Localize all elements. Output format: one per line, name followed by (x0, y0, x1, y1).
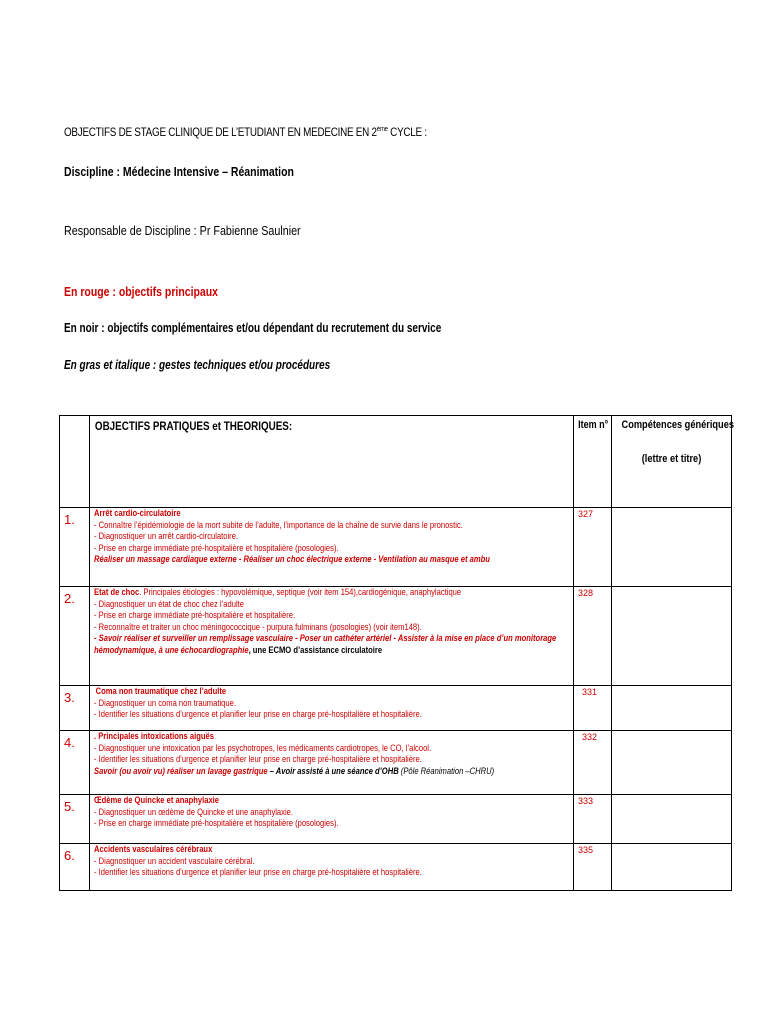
row-line: - Diagnostiquer une intoxication par les psychotropes, les médicaments cardiotropes, le CO, l’alcool. (94, 742, 432, 754)
row-title-line: . Principales intoxications aiguës (94, 731, 214, 742)
row-competences-cell (612, 686, 732, 731)
row-item-number: 332 (574, 731, 612, 795)
table-row (60, 587, 732, 686)
table-header-row (60, 416, 732, 508)
row-content (90, 795, 574, 844)
row-content (90, 731, 574, 795)
header-competences: Compétences génériques (621, 419, 734, 431)
header-competences-cell (612, 416, 732, 508)
document-title: OBJECTIFS DE STAGE CLINIQUE DE L’ETUDIANT EN MEDECINE EN 2ème CYCLE : (64, 126, 427, 139)
row-gestes-cont: hémodynamique, à une échocardiographie, une ECMO d’assistance circulatoire (94, 644, 383, 656)
row-line: - Prise en charge immédiate pré-hospitalière et hospitalière. (94, 610, 296, 621)
row-gestes: - Savoir réaliser et surveiller un remplissage vasculaire - Poser un cathéter artériel - Assister à la mise en place d’un monitorage (94, 633, 557, 644)
row-competences-cell (612, 508, 732, 587)
legend-black: En noir : objectifs complémentaires et/ou dépendant du recrutement du service (64, 321, 442, 335)
row-line: - Diagnostiquer un coma non traumatique. (94, 697, 236, 709)
row-number: 5. (60, 795, 90, 844)
row-line: - Identifier les situations d’urgence et planifier leur prise en charge pré-hospitalière et hospitalière. (94, 709, 422, 720)
row-line: - Identifier les situations d’urgence et planifier leur prise en charge pré-hospitalière et hospitalière. (94, 754, 422, 765)
responsable-line: Responsable de Discipline : Pr Fabienne Saulnier (64, 224, 301, 238)
row-competences-cell (612, 795, 732, 844)
row-title: Principales intoxications aiguës (98, 731, 214, 742)
row-number: 4. (60, 731, 90, 795)
header-item-cell (574, 416, 612, 508)
row-number: 2. (60, 587, 90, 686)
table-row (60, 508, 732, 587)
legend-red: En rouge : objectifs principaux (64, 285, 219, 299)
row-item-number: 331 (574, 686, 612, 731)
row-line: - Diagnostiquer un accident vasculaire cérébral. (94, 855, 255, 867)
row-item-number: 333 (574, 795, 612, 844)
row-line: - Reconnaître et traiter un choc méningococcique - purpura fulminans (posologies) (voir item148). (94, 621, 422, 633)
row-gestes: Savoir (ou avoir vu) réaliser un lavage gastrique – Avoir assisté à une séance d’OHB (Pôle Réanimation –CHRU) (94, 765, 495, 777)
row-content (90, 508, 574, 587)
row-number: 1. (60, 508, 90, 587)
header-item: Item n° (578, 419, 609, 431)
row-item-number: 328 (574, 587, 612, 686)
row-competences-cell (612, 731, 732, 795)
header-objectifs: OBJECTIFS PRATIQUES et THEORIQUES: (94, 419, 293, 433)
row-line: - Identifier les situations d’urgence et planifier leur prise en charge pré-hospitalière et hospitalière. (94, 867, 422, 878)
row-competences-cell (612, 587, 732, 686)
row-content (90, 587, 574, 686)
row-number: 6. (60, 844, 90, 891)
row-title: Œdème de Quincke et anaphylaxie (94, 795, 220, 806)
row-item-number: 327 (574, 508, 612, 587)
header-objectifs-cell (90, 416, 574, 508)
discipline-heading: Discipline : Médecine Intensive – Réanimation (64, 165, 294, 179)
row-line: - Prise en charge immédiate pré-hospitalière et hospitalière (posologies). (94, 542, 339, 554)
row-line: - Connaître l’épidémiologie de la mort subite de l’adulte, l’importance de la chaîne de survie dans le pronostic. (94, 519, 463, 531)
row-line: - Diagnostiquer un arrêt cardio-circulatoire. (94, 531, 239, 542)
row-line: - Diagnostiquer un état de choc chez l’adulte (94, 598, 244, 610)
header-competences-sub: (lettre et titre) (641, 453, 702, 465)
row-title: Coma non traumatique chez l’adulte (95, 686, 227, 697)
table-row (60, 795, 732, 844)
table-row (60, 686, 732, 731)
row-content (90, 844, 574, 891)
row-title: Etat de choc (94, 587, 140, 598)
row-line: - Diagnostiquer un œdème de Quincke et une anaphylaxie. (94, 806, 293, 818)
row-competences-cell (612, 844, 732, 891)
row-title-rest: . Principales étiologies : hypovolémique, septique (voir item 154),cardiogénique, anaphylactique (139, 587, 462, 598)
row-title: Arrêt cardio-circulatoire (94, 508, 181, 519)
row-title-line (94, 587, 477, 599)
header-num-cell (60, 416, 90, 508)
objectives-table (59, 415, 732, 891)
table-row (60, 731, 732, 795)
row-line: - Prise en charge immédiate pré-hospitalière et hospitalière (posologies). (94, 818, 339, 829)
row-item-number: 335 (574, 844, 612, 891)
row-content (90, 686, 574, 731)
row-title: Accidents vasculaires cérébraux (94, 844, 213, 855)
row-number: 3. (60, 686, 90, 731)
legend-bold-italic: En gras et italique : gestes techniques et/ou procédures (64, 358, 331, 372)
table-row (60, 844, 732, 891)
row-gestes: Réaliser un massage cardiaque externe - Réaliser un choc électrique externe - Ventilation au masque et ambu (94, 554, 490, 565)
